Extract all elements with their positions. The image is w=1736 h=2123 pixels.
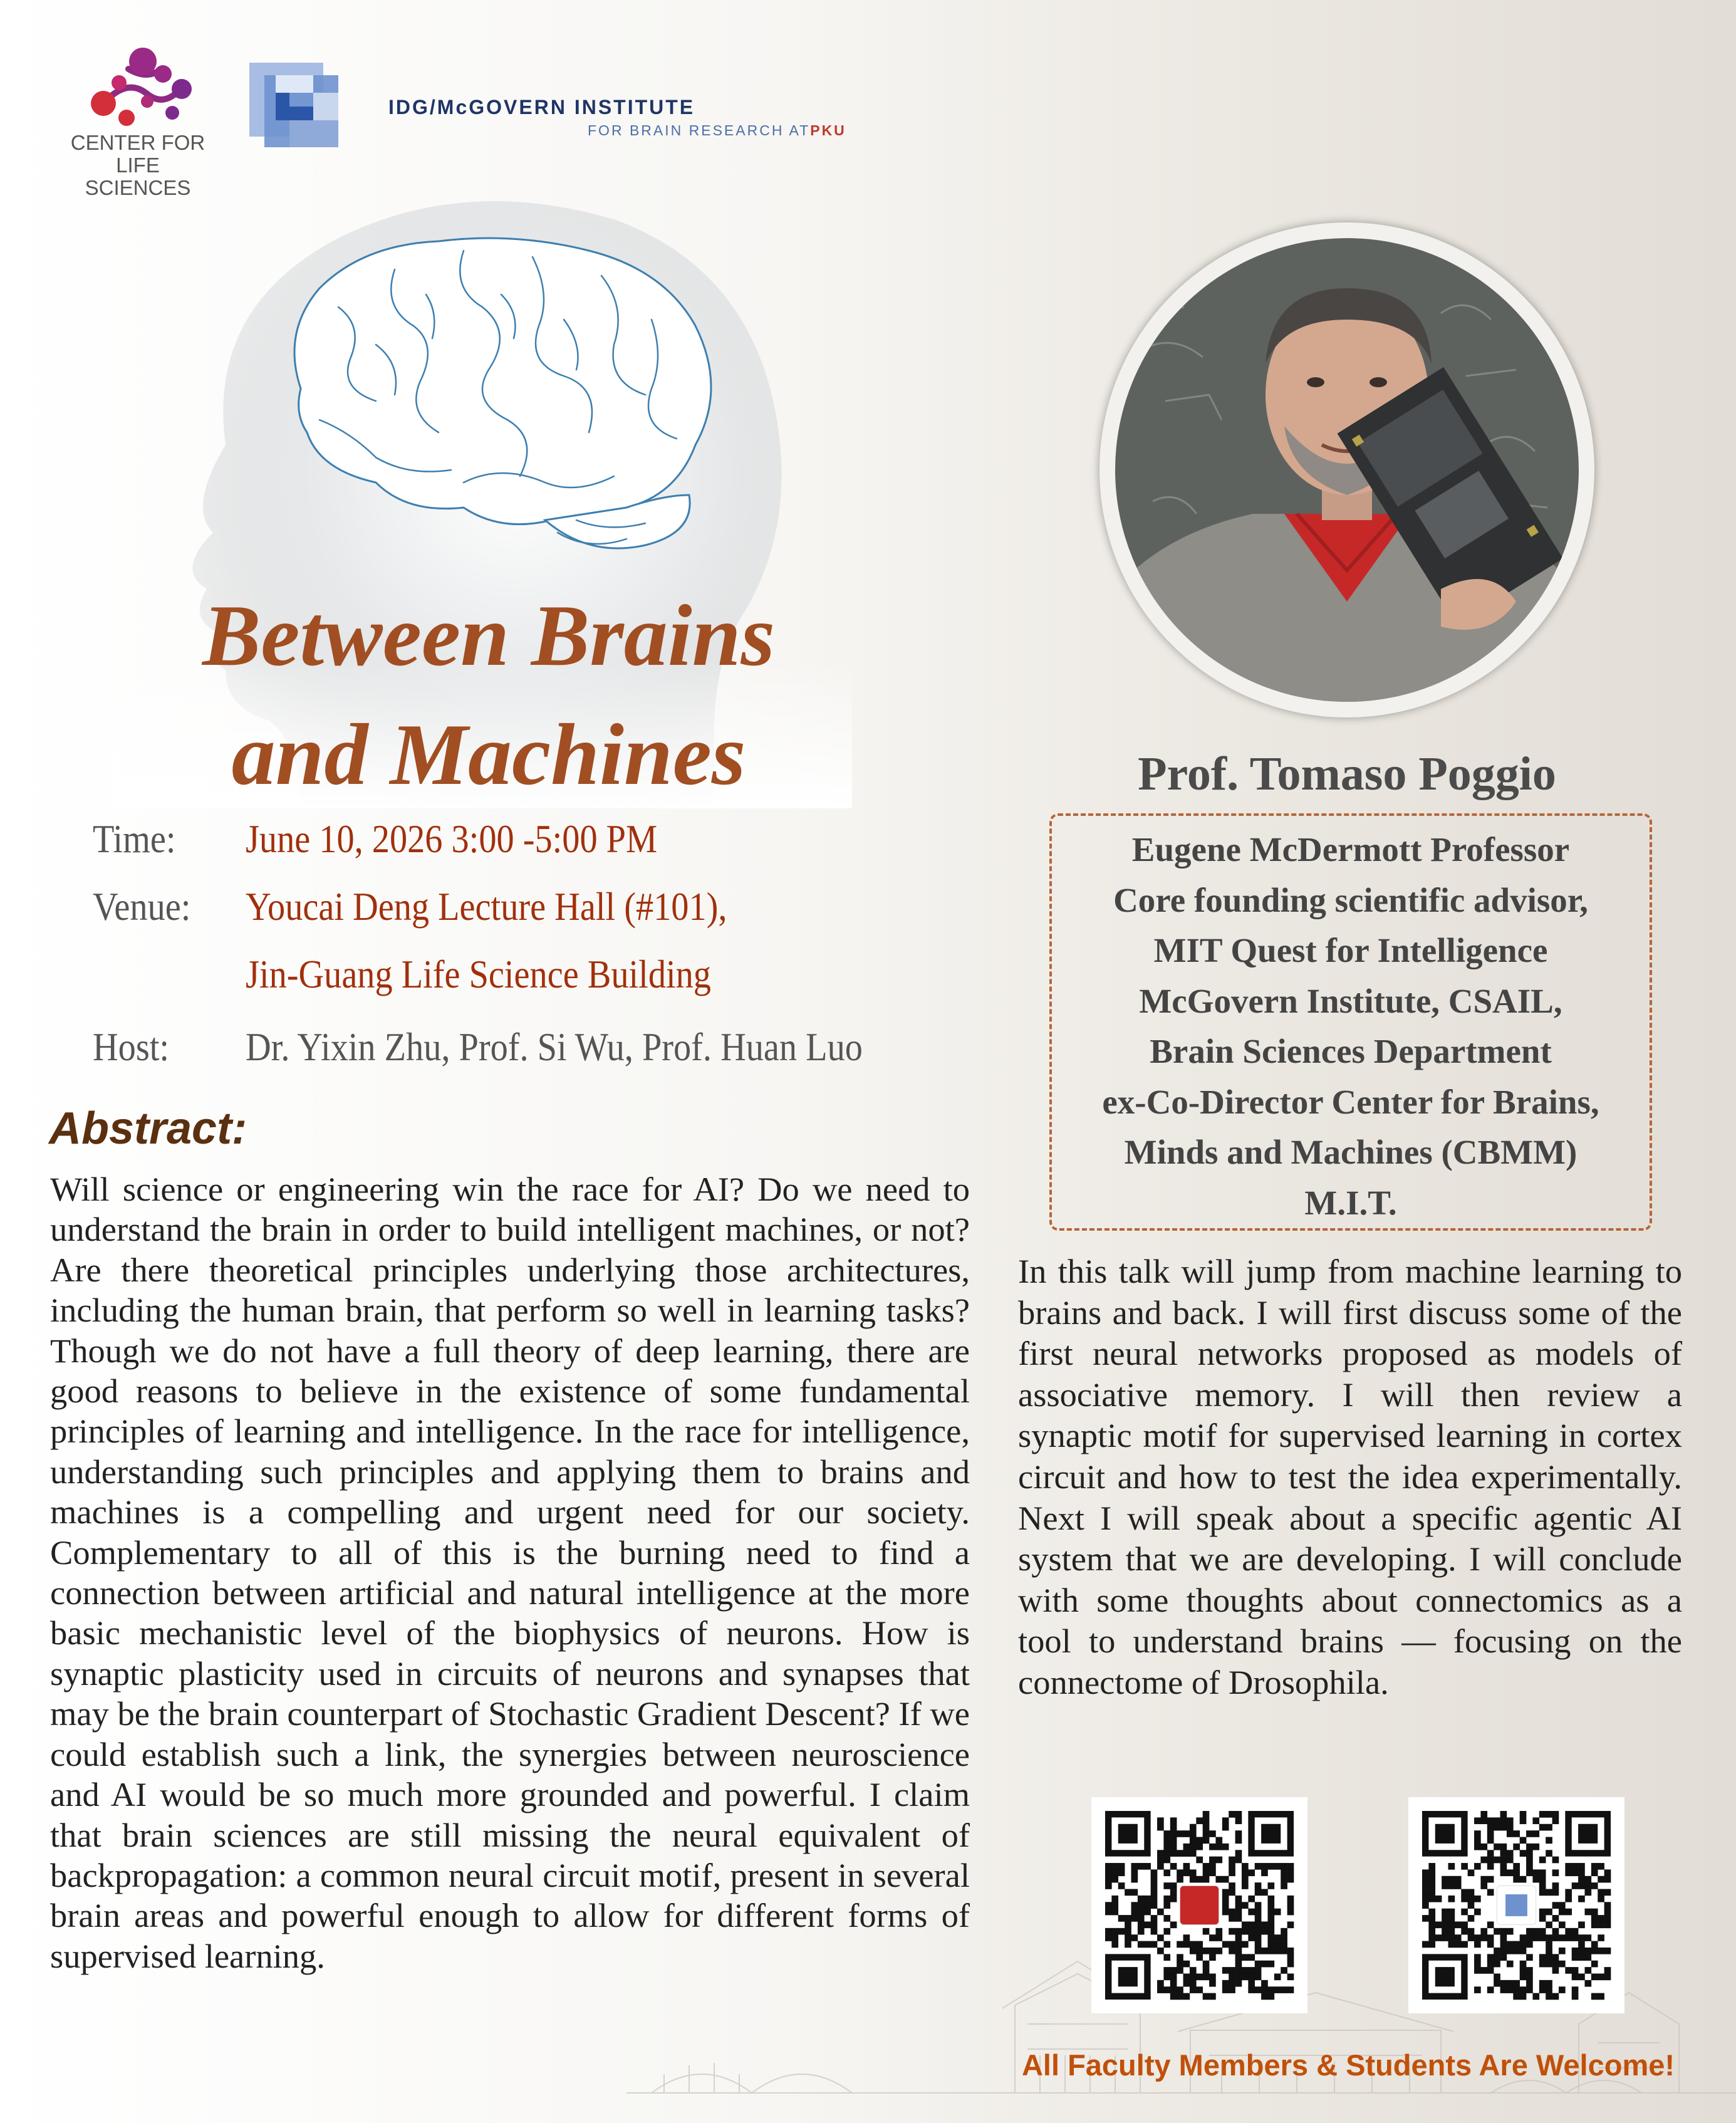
affiliation-line: Minds and Machines (CBMM) — [1124, 1133, 1577, 1171]
wechat-qr-code — [1408, 1797, 1624, 2013]
abstract-heading: Abstract: — [49, 1103, 247, 1154]
wechat-qr-code — [1091, 1797, 1307, 2013]
host-label: Host: — [93, 1025, 170, 1069]
affiliation-line: Brain Sciences Department — [1150, 1032, 1552, 1070]
welcome-banner: All Faculty Members & Students Are Welcome! — [1021, 2048, 1675, 2082]
affiliation-line: M.I.T. — [1304, 1183, 1397, 1222]
speaker-portrait-image — [1115, 238, 1579, 702]
qr-code-left[interactable] — [1091, 1797, 1307, 2013]
affiliation-line: McGovern Institute, CSAIL, — [1139, 981, 1562, 1020]
venue-line-2: Jin-Guang Life Science Building — [246, 952, 711, 996]
mcgovern-institute-name: IDG/McGOVERN INSTITUTE — [388, 96, 695, 118]
abstract-body: Will science or engineering win the race for AI? Do we need to understand the brain in order to build intelligent machines, or not? Are there theoretical principles underlying those architectures, including the human brain, that perform so well in learning tasks? Though we do not have a full theory of deep learning, there are good reasons to believe in the existence of some fundamental principles of learning and intelligence. In the race for intelligence, understanding such principles and applying them to brains and machines is a compelling and urgent need for our society. Complementary to all of this is the burning need to find a connection between artificial and natural intelligence at the more basic mechanistic level of the biophysics of neurons. How is synaptic plasticity used in circuits of neurons and synapses that may be the brain counterpart of Stochastic Gradient Descent? If we could establish such a link, the synergies between neuroscience and AI would be so much more grounded and powerful. I claim that brain sciences are still missing the neural equivalent of backpropagation: a common neural circuit motif, present in several brain areas and powerful enough to allow for different forms of supervised learning. — [50, 1170, 970, 1975]
mcgovern-institute-subtitle — [588, 122, 846, 139]
center-for-life-sciences-logo — [63, 44, 213, 199]
time-label: Time: — [93, 816, 176, 861]
affiliation-line: MIT Quest for Intelligence — [1153, 931, 1548, 969]
affiliation-line: Core founding scientific advisor, — [1113, 880, 1588, 919]
venue-line-1: Youcai Deng Lecture Hall (#101), — [246, 884, 727, 929]
logo-line-1: CENTER FOR — [70, 131, 205, 154]
venue-label: Venue: — [93, 884, 191, 929]
affiliation-line: ex-Co-Director Center for Brains, — [1102, 1082, 1599, 1121]
mcgovern-logo-mark — [249, 63, 350, 147]
center-for-life-sciences-logo-mark — [69, 44, 200, 132]
affiliation-list — [1049, 825, 1652, 1228]
affiliation-line: Eugene McDermott Professor — [1131, 830, 1570, 868]
host-value: Dr. Yixin Zhu, Prof. Si Wu, Prof. Huan Luo — [246, 1025, 863, 1069]
talk-title: Between Brains and Machines — [202, 587, 776, 803]
logo-line-2: LIFE SCIENCES — [85, 154, 191, 199]
qr-code-right[interactable] — [1408, 1797, 1624, 2013]
speaker-photo — [1115, 238, 1579, 702]
mcgovern-sub-pku: PKU — [810, 122, 846, 138]
speaker-name: Prof. Tomaso Poggio — [1138, 748, 1556, 800]
talk-summary: In this talk will jump from machine learning to brains and back. I will first discuss some of the first neural networks proposed as models of associative memory. I will then review a synaptic motif for supervised learning in cortex circuit and how to test the idea experimentally. Next I will speak about a specific agentic AI system that we are developing. I will conclude with some thoughts about connectomics as a tool to understand brains — focusing on the connectome of Drosophila. — [1018, 1252, 1682, 1701]
time-value: June 10, 2026 3:00 -5:00 PM — [246, 816, 658, 861]
mcgovern-sub-text: FOR BRAIN RESEARCH AT — [588, 122, 811, 138]
